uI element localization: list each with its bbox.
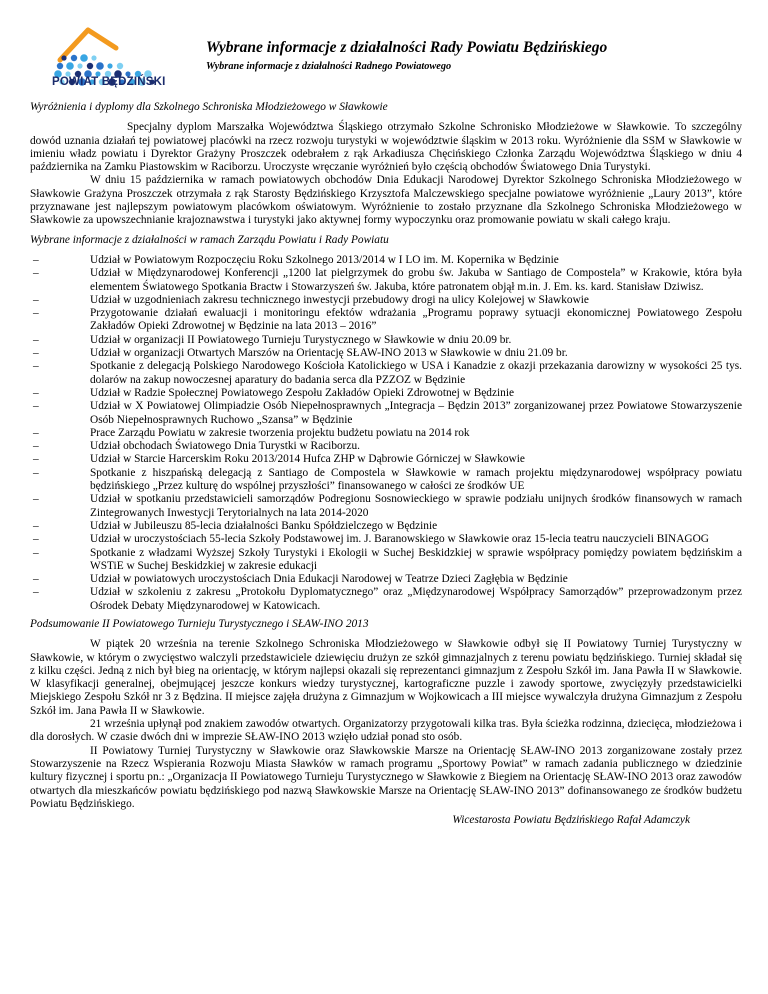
list-item: – Udział w powiatowych uroczystościach Dnia Edukacji Narodowej w Teatrze Dzieci Zagłębia w Będzinie — [30, 573, 742, 586]
list-item: – Udział w uzgodnieniach zakresu technicznego inwestycji przebudowy drogi na ulicy Kolejowej w Sławkowie — [30, 294, 742, 307]
list-item: – Udział obchodach Światowego Dnia Turystki w Raciborzu. — [30, 440, 742, 453]
logo-dot — [71, 55, 77, 61]
list-item: – Spotkanie z władzami Wyższej Szkoły Turystyki i Ekologii w Suchej Beskidzkiej w sprawie współpracy pomiędzy powiatem będzińskim a WSTiE w Suchej Beskidzkiej w zakresie edukacji — [30, 547, 742, 574]
list-item: – Przygotowanie działań ewaluacji i monitoringu efektów wdrażania „Programu poprawy sytuacji ekonomicznej Powiatowego Zespołu Zakładów Opieki Zdrowotnej w Będzinie na lata 2013 – 2016” — [30, 307, 742, 334]
header-title: Wybrane informacje z działalności Rady Powiatu Będzińskiego — [206, 39, 608, 56]
activities-list — [30, 254, 742, 613]
awards-paragraph-1: Specjalny dyplom Marszałka Województwa Śląskiego otrzymało Szkolne Schronisko Młodzieżowe w Sławkowie. To szczególny dowód uznania działań tej powiatowej placówki na rzecz rozwoju turystyki w województwie śląskim w 2013 roku. Wyróżnienie dla SSM w Sławkowie w imieniu władz powiatu i Dyrektor Grażyny Proszczek odebrałem z rąk Arkadiusza Chęcińskiego Członka Zarządu Województwa Śląskiego w dniu 4 października na Zamku Piastowskim w Raciborzu. Uroczyste wręczanie wyróżnień było częścią obchodów Światowego Dnia Turystyki. — [30, 121, 742, 174]
header-subtitle: Wybrane informacje z działalności Radnego Powiatowego — [206, 61, 452, 72]
list-item: – Udział w spotkaniu przedstawicieli samorządów Podregionu Sosnowieckiego w sprawie podziału unijnych środków finansowych w ramach Zintegrowanych Inwestycji Terytorialnych na lata 2014-2020 — [30, 493, 742, 520]
list-item: – Udział w szkoleniu z zakresu „Protokołu Dyplomatycznego” oraz „Międzynarodowej Współpracy Samorządów” przeprowadzonym przez Ośrodek Debaty Międzynarodowej w Katowicach. — [30, 586, 742, 613]
logo-dot — [61, 55, 66, 60]
section-title-awards: Wyróżnienia i dyplomy dla Szkolnego Schroniska Młodzieżowego w Sławkowie — [30, 101, 388, 113]
logo-label: POWIAT BĘDZIŃSKI — [52, 76, 166, 88]
tournament-paragraph-1: W piątek 20 września na terenie Szkolnego Schroniska Młodzieżowego w Sławkowie odbył się II Powiatowy Turniej Turystyczny w Sławkowie, w którym o zwycięstwo walczyli przedstawiciele dziewięciu drużyn ze szkół gimnazjalnych z terenu powiatu będzińskiego. Turniej składał się z kilku części. Jedną z nich był bieg na orientację, w którym najlepsi okazali się reprezentanci gimnazjum z Zespołu Szkół im. Jana Pawła II w Sławkowie. W klasyfikacji generalnej, obejmującej jeszcze konkurs wiedzy turystycznej, kartograficzne puzzle i zawody sportowe, zwycięzyły przedstawicielki Miejskiego Zespołu Szkół nr 3 z Będzina. II miejsce zajęła drużyna z Gimnazjum w Wojkowicach a III miejsce wywalczyła drużyna Gimnazjum z Zespołu Szkół im. Jana Pawła II w Sławkowie. — [30, 638, 742, 717]
logo-dot — [91, 55, 96, 60]
list-item: – Spotkanie z hiszpańską delegacją z Santiago de Compostela w Sławkowie w ramach projektu międzynarodowej współpracy powiatu będzińskiego „Przez kulturę do wspólnej przyszłości” finansowanego w całości ze środków UE — [30, 467, 742, 494]
signature-name: Rafał Adamczyk — [616, 814, 690, 827]
tournament-paragraph-2: 21 września upłynął pod znakiem zawodów otwartych. Organizatorzy przygotowali kilka tras. Była ścieżka rodzinna, dziecięca, młodzieżowa i dla dorosłych. W czasie dwóch dni w imprezie SŁAW-INO 2013 wzięło udział ponad sto osób. — [30, 718, 742, 744]
list-item: – Udział w Radzie Społecznej Powiatowego Zespołu Zakładów Opieki Zdrowotnej w Będzinie — [30, 387, 742, 400]
list-item: – Udział w organizacji Otwartych Marszów na Orientację SŁAW-INO 2013 w Sławkowie w dniu 21.09 br. — [30, 347, 742, 360]
logo-roof — [60, 30, 116, 60]
document-body — [30, 101, 742, 827]
logo-dot — [77, 63, 82, 68]
signature-role: Wicestarosta Powiatu Będzińskiego — [452, 814, 614, 827]
list-item: – Udział w uroczystościach 55-lecia Szkoły Podstawowej im. J. Baranowskiego w Sławkowie oraz 15-lecia teatru nauczycieli BINAGOG — [30, 533, 742, 546]
logo-dot — [96, 62, 104, 70]
list-item: – Udział w Jubileuszu 85-lecia działalności Banku Spółdzielczego w Będzinie — [30, 520, 742, 533]
list-item: – Udział w organizacji II Powiatowego Turnieju Turystycznego w Sławkowie w dniu 20.09 br. — [30, 334, 742, 347]
logo-dot — [117, 63, 123, 69]
logo-dot — [66, 62, 74, 70]
section-title-activities: Wybrane informacje z działalności w ramach Zarządu Powiatu i Rady Powiatu — [30, 233, 389, 246]
signature-block — [30, 814, 742, 827]
logo-dot — [87, 63, 93, 69]
logo-dot — [57, 63, 63, 69]
list-item: – Udział w Powiatowym Rozpoczęciu Roku Szkolnego 2013/2014 w I LO im. M. Kopernika w Będzinie — [30, 254, 742, 267]
tournament-paragraph-3: II Powiatowy Turniej Turystyczny w Sławkowie oraz Sławkowskie Marsze na Orientację SŁAW-INO 2013 zorganizowane zostały przez Stowarzyszenie na Rzecz Wspierania Rozwoju Miasta Sławków w ramach programu „Sportowy Powiat” w ramach zadania publicznego w dziedzinie kultury fizycznej i sportu pn.: „Organizacja II Powiatowego Turnieju Turystycznego w Sławkowie z Biegiem na Orientację SŁAW-INO 2013 oraz zawodów otwartych dla mieszkańców powiatu będzińskiego pod nazwą Sławkowskie Marsze na Orientację SŁAW-INO 2013” dofinansowanego ze środków budżetu Powiatu Będzińskiego. — [30, 744, 742, 810]
logo-dot — [107, 63, 112, 68]
awards-paragraph-2: W dniu 15 października w ramach powiatowych obchodów Dnia Edukacji Narodowej Dyrektor Szkolnego Schroniska Młodzieżowego w Sławkowie Grażyna Proszczek otrzymała z rąk Starosty Będzińskiego Krzysztofa Malczewskiego specjalne powiatowe wyróżnienie „Laury 2013”, które przyznawane jest najlepszym powiatowym placówkom oświatowym. Wyróżnienie to zostało przyznane dla Szkolnego Schroniska Młodzieżowego w Sławkowie za upowszechnianie krajoznawstwa i turystyki jako aktywnej formy wypoczynku oraz promowanie powiatu w skali całego kraju. — [30, 174, 742, 227]
list-item: – Prace Zarządu Powiatu w zakresie tworzenia projektu budżetu powiatu na 2014 rok — [30, 427, 742, 440]
list-item: – Udział w X Powiatowej Olimpiadzie Osób Niepełnosprawnych „Integracja – Będzin 2013” zorganizowanej przez Powiatowe Stowarzyszenie Osób Niepełnosprawnych Ruchowo „Szansa” w Będzinie — [30, 400, 742, 427]
section-title-tournament: Podsumowanie II Powiatowego Turnieju Turystycznego i SŁAW-INO 2013 — [30, 617, 369, 630]
list-item: – Spotkanie z delegacją Polskiego Narodowego Kościoła Katolickiego w USA i Kanadzie z okazji przekazania darowizny w wysokości 25 tys. dolarów na zakup nowoczesnej aparatury do badania serca dla PZZOZ w Będzinie — [30, 360, 742, 387]
logo-dot — [80, 54, 88, 62]
list-item: – Udział w Starcie Harcerskim Roku 2013/2014 Hufca ZHP w Dąbrowie Górniczej w Sławkowie — [30, 453, 742, 466]
list-item: – Udział w Międzynarodowej Konferencji „1200 lat pielgrzymek do grobu św. Jakuba w Santiago de Compostela” w Krakowie, która była elementem Światowego Spotkania Bractw i Stowarzyszeń św. Jakuba, które patronatem objął m.in. J. Em. ks. kard. Stanisław Dziwisz. — [30, 267, 742, 294]
